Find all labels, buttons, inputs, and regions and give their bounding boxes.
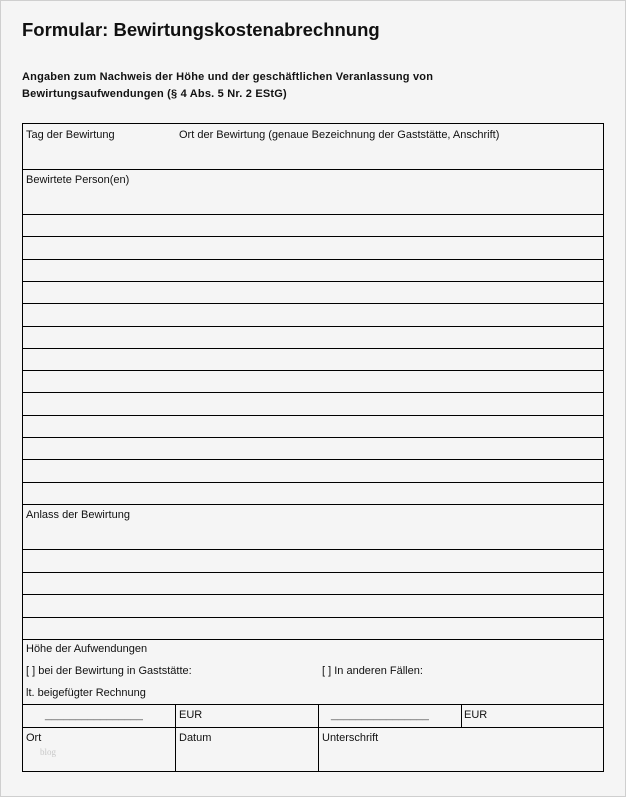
row-divider bbox=[23, 326, 603, 327]
row-divider bbox=[23, 169, 603, 170]
col-divider bbox=[175, 704, 176, 771]
row-divider bbox=[23, 594, 603, 595]
row-divider bbox=[23, 504, 603, 505]
currency-2: EUR bbox=[464, 709, 488, 721]
col-divider bbox=[318, 704, 319, 771]
row-divider bbox=[23, 437, 603, 438]
form-table bbox=[22, 123, 604, 772]
unterschrift-label: Unterschrift bbox=[322, 732, 379, 744]
currency-1: EUR bbox=[179, 709, 203, 721]
watermark: blog bbox=[40, 747, 57, 757]
col-divider bbox=[461, 704, 462, 727]
row-divider bbox=[23, 704, 603, 705]
option-andere[interactable]: [ ] In anderen Fällen: bbox=[322, 665, 423, 677]
rechnung-label: lt. beigefügter Rechnung bbox=[26, 687, 146, 699]
option-gaststaette[interactable]: [ ] bei der Bewirtung in Gaststätte: bbox=[26, 665, 192, 677]
ort-bewirtung-label: Ort der Bewirtung (genaue Bezeichnung der Gaststätte, Anschrift) bbox=[179, 129, 500, 141]
tag-label: Tag der Bewirtung bbox=[26, 129, 115, 141]
row-divider bbox=[23, 639, 603, 640]
row-divider bbox=[23, 617, 603, 618]
row-divider bbox=[23, 281, 603, 282]
row-divider bbox=[23, 303, 603, 304]
row-divider bbox=[23, 415, 603, 416]
row-divider bbox=[23, 259, 603, 260]
row-divider bbox=[23, 392, 603, 393]
row-divider bbox=[23, 549, 603, 550]
amount-field-1[interactable]: ________________ bbox=[45, 709, 143, 721]
row-divider bbox=[23, 370, 603, 371]
row-divider bbox=[23, 236, 603, 237]
form-subtitle bbox=[22, 69, 433, 103]
ort-label: Ort bbox=[26, 732, 42, 744]
row-divider bbox=[23, 727, 603, 728]
row-divider bbox=[23, 348, 603, 349]
row-divider bbox=[23, 572, 603, 573]
amount-field-2[interactable]: ________________ bbox=[331, 709, 429, 721]
subtitle-line-2: Bewirtungsaufwendungen (§ 4 Abs. 5 Nr. 2 EStG) bbox=[22, 88, 287, 100]
datum-label: Datum bbox=[179, 732, 212, 744]
subtitle-line-1: Angaben zum Nachweis der Höhe und der geschäftlichen Veranlassung von bbox=[22, 71, 434, 83]
page-title: Formular: Bewirtungskostenabrechnung bbox=[22, 19, 380, 40]
personen-label: Bewirtete Person(en) bbox=[26, 174, 130, 186]
row-divider bbox=[23, 482, 603, 483]
anlass-label: Anlass der Bewirtung bbox=[26, 509, 130, 521]
row-divider bbox=[23, 214, 603, 215]
row-divider bbox=[23, 459, 603, 460]
hoehe-label: Höhe der Aufwendungen bbox=[26, 643, 148, 655]
